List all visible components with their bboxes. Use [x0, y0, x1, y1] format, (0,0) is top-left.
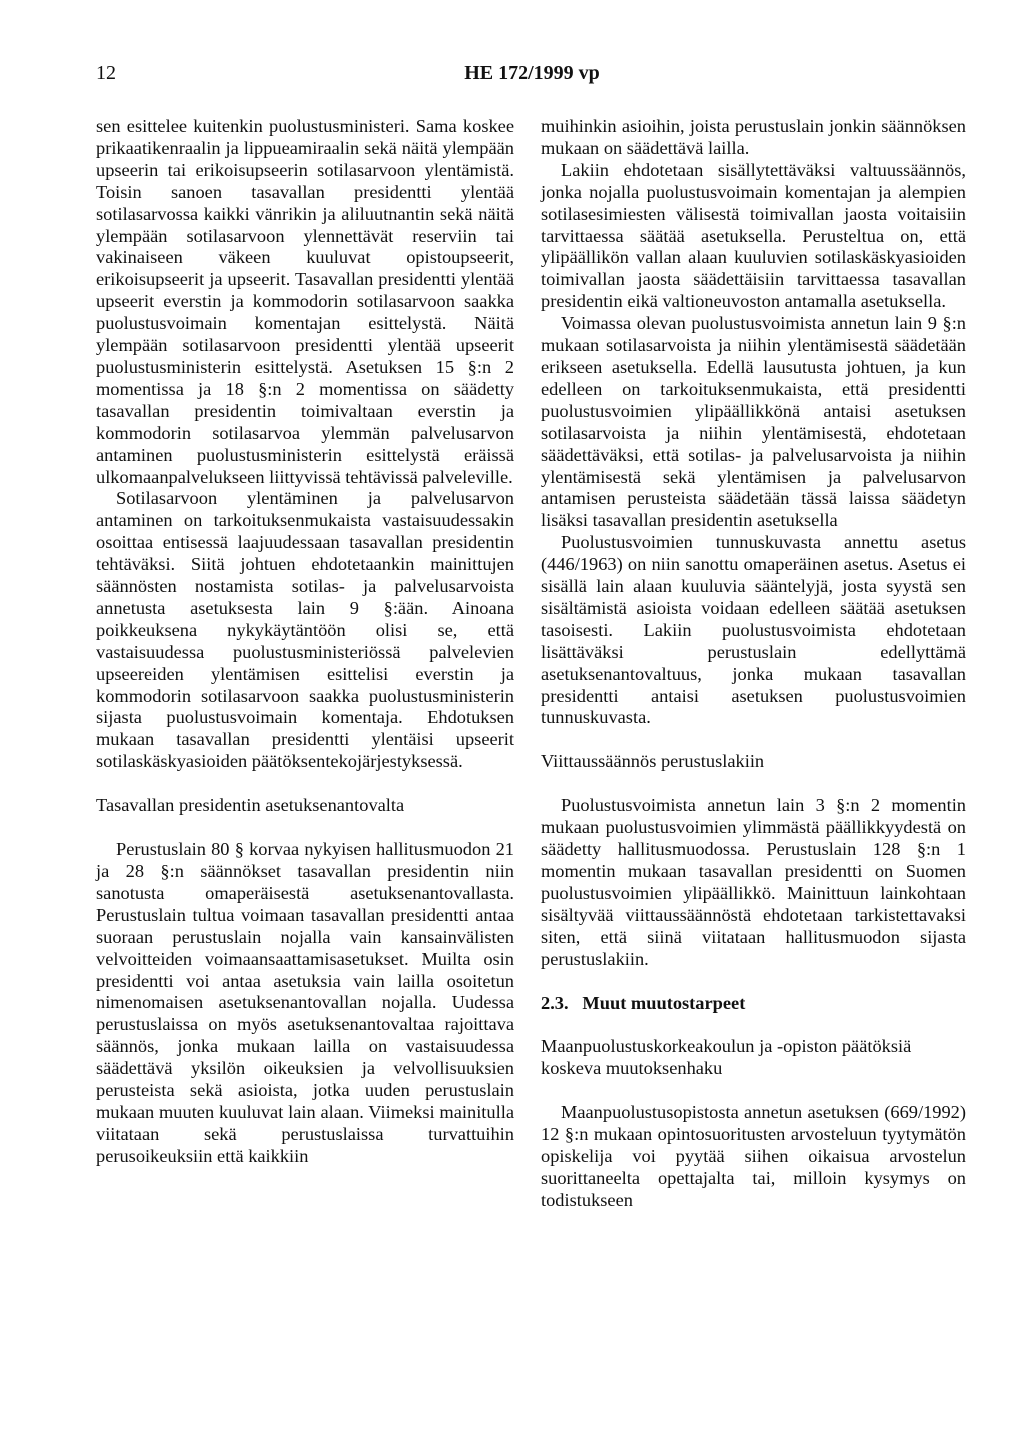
- paragraph: Voimassa olevan puolustusvoimista annetun lain 9 §:n mukaan sotilasarvoista ja niihin ylentämisestä säädetään erikseen asetuksella. Edellä lausutusta johtuen, ja kun edelleen on tarkoituksenmukaista, että presidentti puolustusvoimien ylipäällikkönä antaisi asetuksen sotilasarvoista ja niihin ylentämisestä, ehdotetaan säädettäväksi, että sotilas- ja palvelusarvoista ja niihin ylentämisestä sekä ylentämisen ja palvelusarvon antamisen perusteista säädetään tässä laissa säädetyn lisäksi tasavallan presidentin asetuksella: [541, 313, 966, 531]
- paragraph: muihinkin asioihin, joista perustuslain jonkin säännöksen mukaan on säädettävä lailla.: [541, 116, 966, 158]
- numbered-section-heading: 2.3. Muut muutostarpeet: [541, 992, 746, 1013]
- paragraph: Puolustusvoimista annetun lain 3 §:n 2 momentin mukaan puolustusvoimien ylimmästä päällikkyydestä on säädetty hallitusmuodossa. Perustuslain 128 §:n 1 momentin mukaan tasavallan presidentti on Suomen puolustusvoimien ylipäällikkö. Mainittuun lainkohtaan sisältyvää viittaussäännöstä ehdotetaan tarkistettavaksi siten, että siinä viitataan hallitusmuodon sijasta perustuslakiin.: [541, 795, 966, 969]
- section-heading: Tasavallan presidentin asetuksenantovalta: [96, 795, 405, 816]
- paragraph: Lakiin ehdotetaan sisällytettäväksi valtuussäännös, jonka nojalla puolustusvoimain komentajan ja alempien sotilasesimiesten välisestä toimivallan jaosta voitaisiin tarvittaessa säätää asetuksella. Perusteltua on, että ylipäällikön vallan alaan kuuluvien sotilaskäskyasioiden toimivallan jaosta säädettäisiin tarvittaessa tasavallan presidentin eikä valtioneuvoston antamalla asetuksella.: [541, 159, 966, 312]
- section-heading: Maanpuolustuskorkeakoulun ja -opiston päätöksiä koskeva muutoksenhaku: [541, 1036, 912, 1079]
- section-heading: Viittaussäännös perustuslakiin: [541, 751, 765, 772]
- paragraph: sen esittelee kuitenkin puolustusministeri. Sama koskee prikaatikenraalin ja lippueamiraalin sekä näitä ylempään upseerin tai erikoisupseerin sotilasarvoon ylentämistä. Toisin sanoen tasavallan presidentti ylentää sotilasarvossa kaikki vänrikin ja aliluutnantin sekä näitä ylempään sotilasarvoon ylennettävät reserviin tai vakinaiseen väkeen kuuluvat opistoupseerit, erikoisupseerit ja upseerit. Tasavallan presidentti ylentää upseerit everstin ja kommodorin sotilasarvoon saakka puolustusvoimain komentajan esittelystä. Näitä ylempään sotilasarvoon presidentti ylentää upseerit puolustusministerin esittelystä. Asetuksen 15 §:n 2 momentissa ja 18 §:n 2 momentissa on säädetty tasavallan presidentin toimivaltaan everstin ja kommodorin sotilasarvoa ylemmän palvelusarvon antaminen puolustusministerin esittelystä eräissä ulkomaanpalvelukseen liittyvissä tehtävissä palveleville.: [96, 116, 514, 487]
- right-column: [541, 116, 966, 1212]
- page-number: 12: [96, 62, 116, 84]
- paragraph: Perustuslain 80 § korvaa nykyisen hallitusmuodon 21 ja 28 §:n säännökset tasavallan presidentin niin sanotusta omaperäisestä asetuksenantovallasta. Perustuslain tultua voimaan tasavallan presidentti antaa suoraan perustuslain nojalla vain kansainvälisten velvoitteiden voimaansaattamisasetukset. Muilta osin presidentti voi antaa asetuksia vain lailla osoitetun nimenomaisen asetuksenantovallan nojalla. Uudessa perustuslaissa on myös asetuksenantovaltaa rajoittava säännös, jonka mukaan lailla on vastaisuudessa säädettävä yksilön oikeuksien ja velvollisuuksien perusteista sekä asioista, jotka uuden perustuslain mukaan muuten kuuluvat lain alaan. Viimeksi mainitulla viitataan sekä perustuslaissa turvattuihin perusoikeuksiin että kaikkiin: [96, 839, 514, 1166]
- page-header: [96, 62, 968, 92]
- paragraph: Sotilasarvoon ylentäminen ja palvelusarvon antaminen on tarkoituksenmukaista vastaisuudessakin osoittaa entisessä laajuudessaan tasavallan presidentin tehtäväksi. Siitä johtuen ehdotetaankin mainittujen säännösten nostamista sotilas- ja palvelusarvoista annetusta asetuksesta lain 9 §:ään. Ainoana poikkeuksena nykykäytäntöön olisi se, että vastaisuudessa puolustusministeriössä palvelevien upseereiden ylentämisen esittelisi everstin ja kommodorin sotilasarvoon saakka puolustusministerin sijasta puolustusvoimain komentaja. Ehdotuksen mukaan tasavallan presidentti ylentäisi upseerit sotilaskäskyasioiden päätöksentekojärjestyksessä.: [96, 488, 514, 772]
- paragraph: Maanpuolustusopistosta annetun asetuksen (669/1992) 12 §:n mukaan opintosuoritusten arvosteluun tyytymätön opiskelija voi pyytää siihen oikaisua arvostelun suorittaneelta opettajalta tai, milloin kysymys on todistukseen: [541, 1102, 966, 1210]
- paragraph: Puolustusvoimien tunnuskuvasta annettu asetus (446/1963) on niin sanottu omaperäinen asetus. Asetus ei sisällä lain alaan kuuluvia sääntelyjä, josta syystä sen sisältämistä asioista voidaan edelleen säätää asetuksen tasoisesti. Lakiin puolustusvoimista ehdotetaan lisättäväksi perustuslain edellyttämä asetuksenantovaltuus, jonka mukaan tasavallan presidentti antaisi asetuksen puolustusvoimien tunnuskuvasta.: [541, 532, 966, 728]
- left-column: [96, 116, 514, 1168]
- document-id: HE 172/1999 vp: [464, 62, 600, 84]
